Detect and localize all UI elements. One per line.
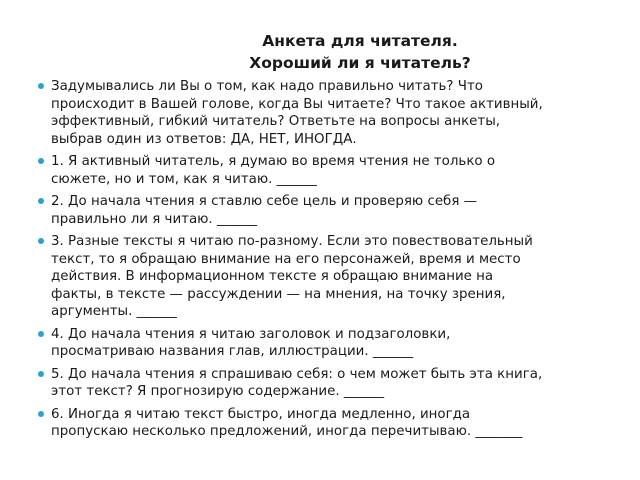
- text-line: 1. Я активный читатель, я думаю во время чтения не только о: [51, 154, 496, 169]
- text-line: 4. До начала чтения я читаю заголовок и подзаголовки,: [51, 326, 451, 342]
- questionnaire-list: [38, 78, 628, 446]
- text-line: Задумывались ли Вы о том, как надо правильно читать? Что: [51, 79, 483, 94]
- text-line: происходит в Вашей голове, когда Вы читаете? Что такое активный,: [51, 96, 543, 112]
- bullet-icon: [38, 158, 44, 164]
- question-item-5: [38, 366, 628, 401]
- question-item-6: [38, 406, 628, 441]
- bullet-icon: [38, 411, 44, 417]
- question-item-4: [38, 326, 628, 361]
- bullet-icon: [38, 238, 44, 244]
- text-line: сюжете, но и том, как я читаю. ______: [51, 171, 317, 187]
- question-item-1: [38, 153, 628, 188]
- bullet-icon: [38, 83, 44, 89]
- title-line-2: Хороший ли я читатель?: [249, 54, 471, 72]
- title-line-1: Анкета для читателя.: [262, 32, 458, 50]
- question-item-2: [38, 193, 628, 228]
- text-line: эффективный, гибкий читатель? Ответьте на вопросы анкеты,: [51, 114, 501, 129]
- text-line: пропускаю несколько предложений, иногда перечитываю. _______: [51, 424, 523, 439]
- text-line: выбрав один из ответов: ДА, НЕТ, ИНОГДА.: [51, 131, 357, 147]
- text-line: правильно ли я читаю. ______: [51, 211, 258, 227]
- text-line: факты, в тексте — рассуждении — на мнения, на точку зрения,: [51, 286, 506, 302]
- text-line: 2. До начала чтения я ставлю себе цель и проверяю себя —: [51, 194, 478, 209]
- question-item-3: [38, 233, 628, 321]
- bullet-icon: [38, 198, 44, 204]
- bullet-icon: [38, 371, 44, 377]
- text-line: аргументы. ______: [51, 304, 177, 319]
- text-line: просматриваю названия глав, иллюстрации. ______: [51, 344, 414, 359]
- text-line: 3. Разные тексты я читаю по-разному. Если это повествовательный: [51, 234, 533, 249]
- text-line: этот текст? Я прогнозирую содержание. ______: [51, 384, 385, 399]
- text-line: текст, то я обращаю внимание на его персонажей, время и место: [51, 251, 521, 267]
- slide-title: [180, 30, 540, 74]
- intro-paragraph: [38, 78, 628, 148]
- text-line: 5. До начала чтения я спрашиваю себя: о чем может быть эта книга,: [51, 366, 543, 382]
- text-line: действия. В информационном тексте я обращаю внимание на: [51, 269, 494, 284]
- bullet-icon: [38, 331, 44, 337]
- text-line: 6. Иногда я читаю текст быстро, иногда медленно, иногда: [51, 406, 471, 422]
